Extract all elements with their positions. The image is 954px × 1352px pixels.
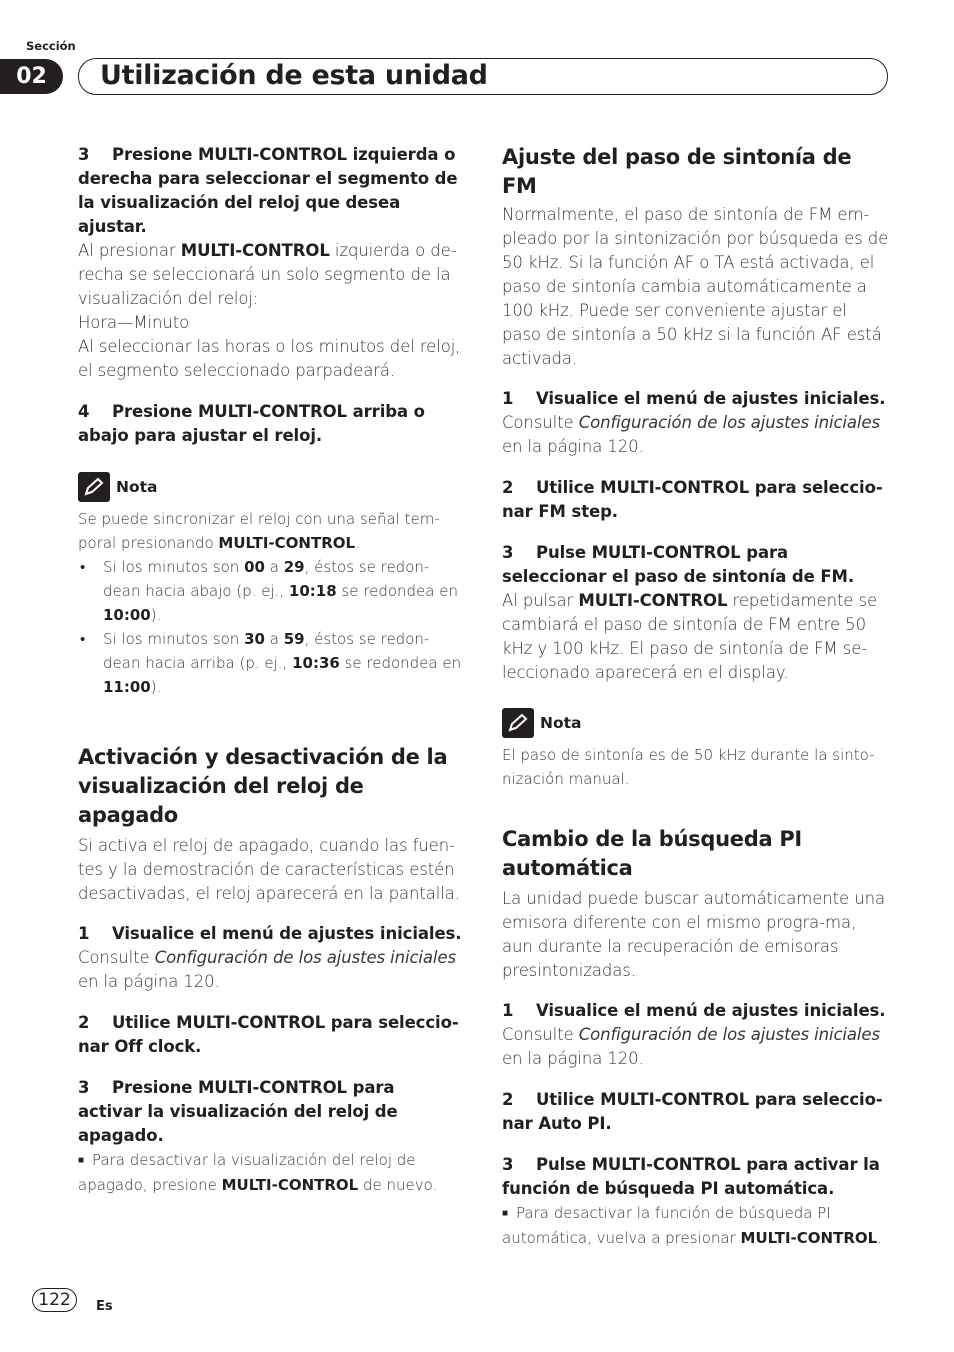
heading-activacion: Activación y desactivación de la visualización del reloj de apagado [78, 745, 448, 827]
ca-step-3-text: ■ Para desactivar la función de búsqueda PI automática, vuelva a presionar MULTI-CONTROL. [502, 1204, 882, 1247]
ca-step-1-heading: 1 Visualice el menú de ajustes iniciales. [502, 1001, 886, 1020]
aj-step-3-text: Al pulsar MULTI-CONTROL repetidamente se cambiará el paso de sintonía de FM entre 50 kHz y 100 kHz. El paso de sintonía de FM se-leccionado aparecerá en el display. [502, 591, 878, 682]
act-step-1-text: Consulte Configuración de los ajustes iniciales en la página 120. [78, 948, 456, 991]
note-pencil-icon [502, 708, 534, 738]
language-code: Es [96, 1299, 113, 1314]
act-step-3-heading: 3 Presione MULTI-CONTROL para activar la visualización del reloj de apagado. [78, 1078, 398, 1145]
ca-step-1-text: Consulte Configuración de los ajustes iniciales en la página 120. [502, 1025, 880, 1068]
note-heading [78, 472, 463, 502]
section-title: Utilización de esta unidad [100, 60, 488, 91]
page-number: 122 [32, 1288, 77, 1312]
note-pencil-icon [78, 472, 110, 502]
right-column [502, 143, 890, 1250]
note-title: Nota [116, 478, 158, 496]
square-bullet-icon: ■ [502, 1208, 509, 1219]
aj-step-1-heading: 1 Visualice el menú de ajustes iniciales. [502, 389, 886, 408]
note-title: Nota [540, 714, 582, 732]
activacion-text: Si activa el reloj de apagado, cuando las fuen-tes y la demostración de características estén desactivadas, el reloj aparecerá en la pantalla. [78, 836, 460, 903]
step-3-blink-text: Al seleccionar las horas o los minutos del reloj, el segmento seleccionado parpadeará. [78, 337, 461, 380]
step-3-heading: 3 Presione MULTI-CONTROL izquierda o derecha para seleccionar el segmento de la visualización del reloj que desea ajustar. [78, 145, 458, 236]
act-step-2-heading: 2 Utilice MULTI-CONTROL para seleccio-nar Off clock. [78, 1013, 459, 1056]
act-step-3-text: ■ Para desactivar la visualización del reloj de apagado, presione MULTI-CONTROL de nuevo. [78, 1151, 438, 1194]
step-4-heading: 4 Presione MULTI-CONTROL arriba o abajo para ajustar el reloj. [78, 402, 425, 445]
note-bullet-list [78, 555, 463, 699]
square-bullet-icon: ■ [78, 1155, 85, 1166]
act-step-1-heading: 1 Visualice el menú de ajustes iniciales. [78, 924, 462, 943]
ca-step-3-heading: 3 Pulse MULTI-CONTROL para activar la función de búsqueda PI automática. [502, 1155, 880, 1198]
ajuste-text: Normalmente, el paso de sintonía de FM em-pleado por la sintonización por búsqueda es de 50 kHz. Si la función AF o TA está activada, el paso de sintonía cambia automáticamente a 100 kHz. Puede ser conveniente ajustar el paso de sintonía a 50 kHz si la función AF está activada. [502, 205, 889, 368]
note-text: Se puede sincronizar el reloj con una señal tem-poral presionando MULTI-CONTROL. [78, 510, 440, 552]
aj-step-3-heading: 3 Pulse MULTI-CONTROL para seleccionar el paso de sintonía de FM. [502, 543, 854, 586]
section-number-badge: 02 [0, 59, 63, 94]
ca-step-2-heading: 2 Utilice MULTI-CONTROL para seleccio-nar Auto PI. [502, 1090, 883, 1133]
step-3-segments: Hora—Minuto [78, 313, 190, 332]
left-column [78, 143, 463, 1197]
list-item: • Si los minutos son 00 a 29, éstos se redon-dean hacia abajo (p. ej., 10:18 se redondea en 10:00). [78, 555, 463, 627]
heading-cambio: Cambio de la búsqueda PI automática [502, 827, 802, 880]
step-3-text: Al presionar MULTI-CONTROL izquierda o de-recha se seleccionará un solo segmento de la visualización del reloj: [78, 241, 457, 308]
note-text: El paso de sintonía es de 50 kHz durante la sinto-nización manual. [502, 746, 875, 788]
list-item: • Si los minutos son 30 a 59, éstos se redon-dean hacia arriba (p. ej., 10:36 se redondea en 11:00). [78, 627, 463, 699]
note-heading [502, 708, 890, 738]
section-label: Sección [26, 39, 76, 53]
aj-step-1-text: Consulte Configuración de los ajustes iniciales en la página 120. [502, 413, 880, 456]
cambio-text: La unidad puede buscar automáticamente una emisora diferente con el mismo progra-ma, aun durante la recuperación de emisoras presintonizadas. [502, 889, 885, 980]
heading-ajuste: Ajuste del paso de sintonía de FM [502, 145, 852, 198]
aj-step-2-heading: 2 Utilice MULTI-CONTROL para seleccio-nar FM step. [502, 478, 883, 521]
